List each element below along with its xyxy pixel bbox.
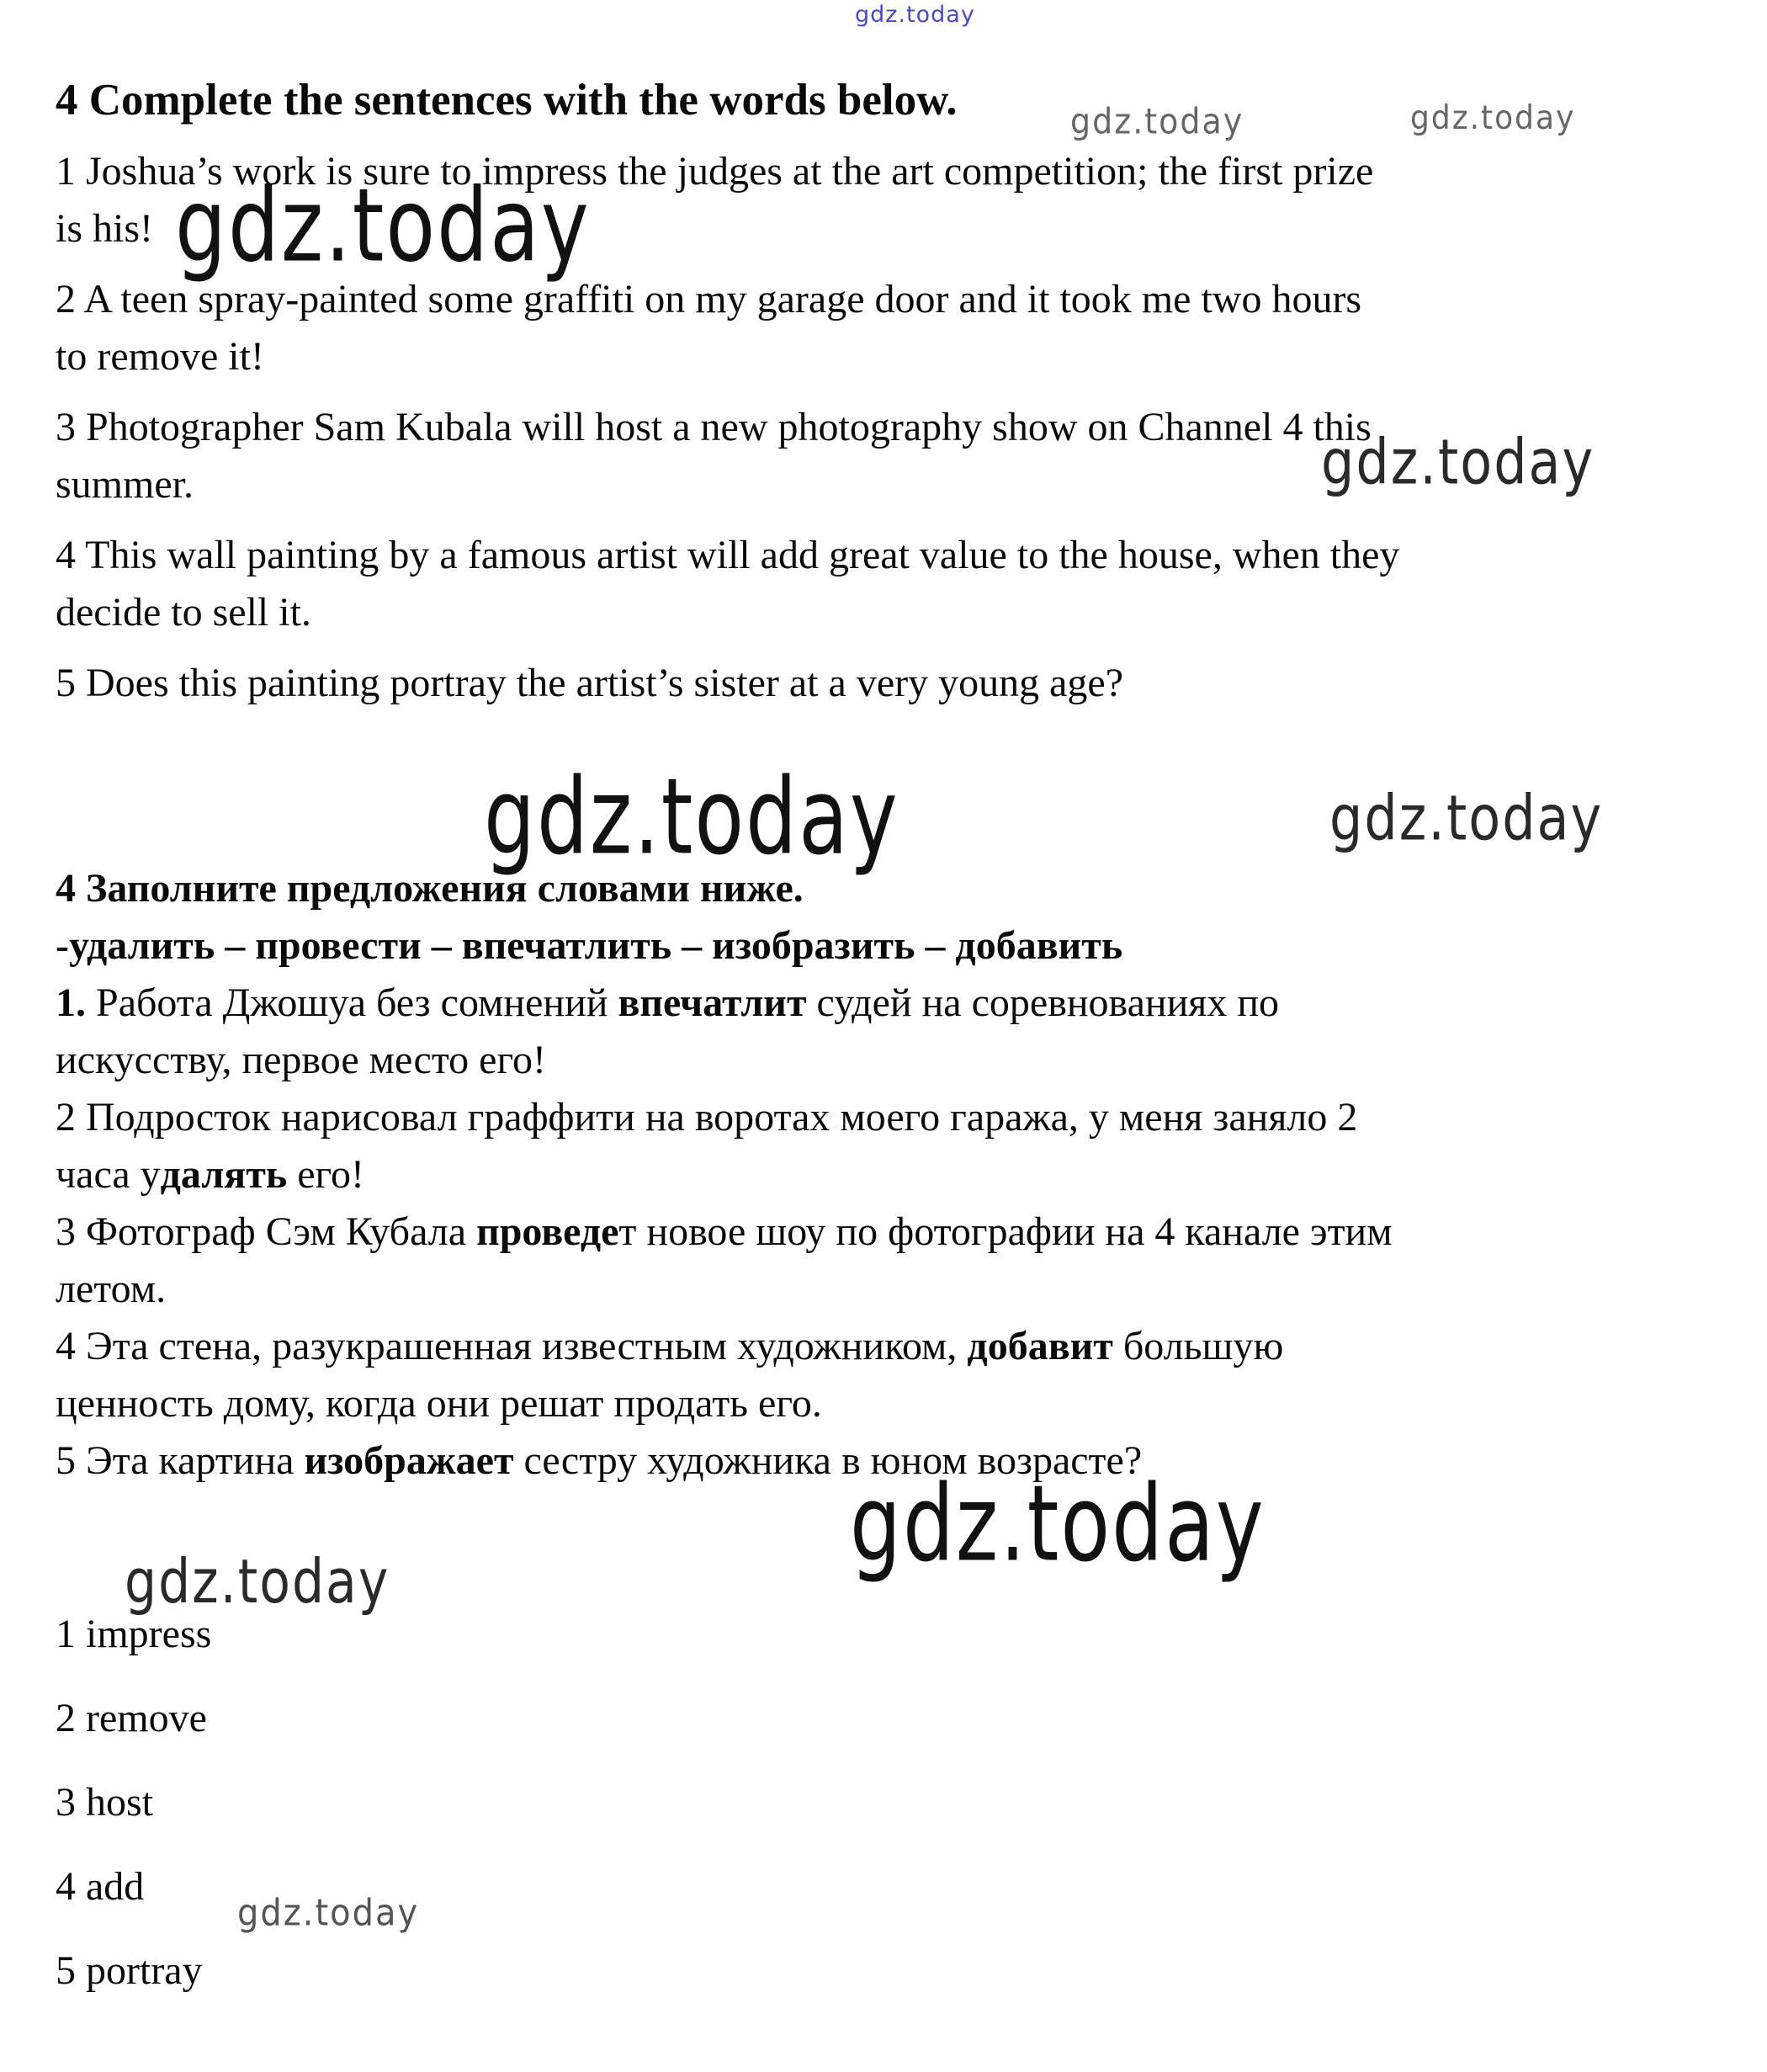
text-line [56,1089,1399,1146]
en-sentence-2 [56,271,1399,385]
exercise-heading-english: 4 Complete the sentences with the words below. [56,76,958,125]
text-line [56,456,1399,513]
gdz-watermark-header-gray-2: gdz.today [1410,99,1576,138]
text-segment: 5 Эта картина [56,1438,305,1483]
text-segment: сестру художника в юном возрасте? [513,1438,1143,1483]
text-segment: 1 Joshua’s work is sure to impress the judges at the art competition; the first prize [56,149,1374,194]
answer-word-bold: 1. [56,980,86,1025]
text-segment: 4 Эта стена, разукрашенная известным художником, [56,1324,968,1368]
text-segment: 2 A teen spray-painted some graffiti on my garage door and it took me two hours [56,277,1362,321]
russian-section [56,860,1399,1490]
text-segment: 3 Photographer Sam Kubala will host a new photography show on Channel 4 this [56,405,1372,449]
text-segment: т новое шоу по фотографии на 4 канале этим [618,1209,1393,1254]
text-segment: 4 This wall painting by a famous artist will add great value to the house, when they [56,533,1400,577]
gdz-watermark-header-gray-1: gdz.today [1070,101,1244,142]
text-segment: большую [1112,1324,1284,1368]
text-segment: 3 Фотограф Сэм Кубала [56,1209,477,1254]
gdz-watermark-top-blue: gdz.today [855,2,975,28]
text-line [56,1318,1399,1375]
answer-word-bold: впечатлит [618,980,807,1025]
text-segment: часа у [56,1152,161,1197]
text-line [56,1375,1399,1432]
text-line [56,271,1399,328]
text-segment: искусству, первое место его! [56,1038,546,1082]
text-segment: summer. [56,462,194,507]
text-line [56,655,1399,712]
text-line [56,328,1399,385]
gdz-watermark-center-right: gdz.today [1329,781,1604,855]
text-segment: 2 Подросток нарисовал граффити на воротах моего гаража, у меня заняло 2 [56,1095,1358,1140]
en-sentence-4 [56,527,1399,641]
answer-item: 2 remove [56,1696,207,1740]
answer-word-bold: добавит [967,1324,1113,1368]
gdz-watermark-bottom-left: gdz.today [125,1547,390,1618]
text-segment: is his! [56,206,154,251]
text-segment: его! [287,1152,364,1197]
gdz-watermark-large-1: gdz.today [175,167,591,284]
en-sentence-5 [56,655,1399,712]
text-line [56,1432,1399,1490]
document-content [56,71,1399,2027]
text-line [56,584,1399,641]
answer-item: 1 impress [56,1612,212,1656]
gdz-watermark-center-large: gdz.today [484,756,899,879]
answer-item: 3 host [56,1780,154,1825]
text-segment: decide to sell it. [56,590,311,635]
text-line [56,975,1399,1032]
answer-word-bold: проведе [476,1209,619,1254]
text-segment: Работа Джошуа без сомнений [86,980,618,1025]
text-line [56,200,1399,258]
text-line [56,1032,1399,1089]
gdz-watermark-answers-small: gdz.today [237,1892,420,1935]
answer-list [56,1606,1399,2027]
text-line [56,1261,1399,1318]
text-segment: 5 Does this painting portray the artist’s sister at a very young age? [56,661,1124,705]
exercise-heading-russian: 4 Заполните предложения словами ниже. [56,866,804,911]
word-bank: -удалить – провести – впечатлить – изобразить – добавить [56,923,1123,968]
text-line [56,1146,1399,1203]
text-line [56,527,1399,584]
text-segment: ценность дому, когда они решат продать его. [56,1381,822,1426]
answer-item: 5 portray [56,1948,203,1993]
answer-word-bold: далять [160,1152,288,1197]
gdz-watermark-bottom-large: gdz.today [850,1463,1266,1586]
en-sentence-3 [56,399,1399,513]
ru-sentences [56,975,1399,1490]
text-segment: судей на соревнованиях по [806,980,1280,1025]
text-line [56,1203,1399,1261]
answer-word-bold: изображает [304,1438,514,1483]
en-sentence-1 [56,143,1399,258]
answer-item: 4 add [56,1864,145,1909]
text-segment: to remove it! [56,334,264,379]
gdz-watermark-summer: gdz.today [1321,425,1595,499]
text-line [56,399,1399,456]
text-segment: летом. [56,1267,167,1311]
text-line [56,143,1399,200]
